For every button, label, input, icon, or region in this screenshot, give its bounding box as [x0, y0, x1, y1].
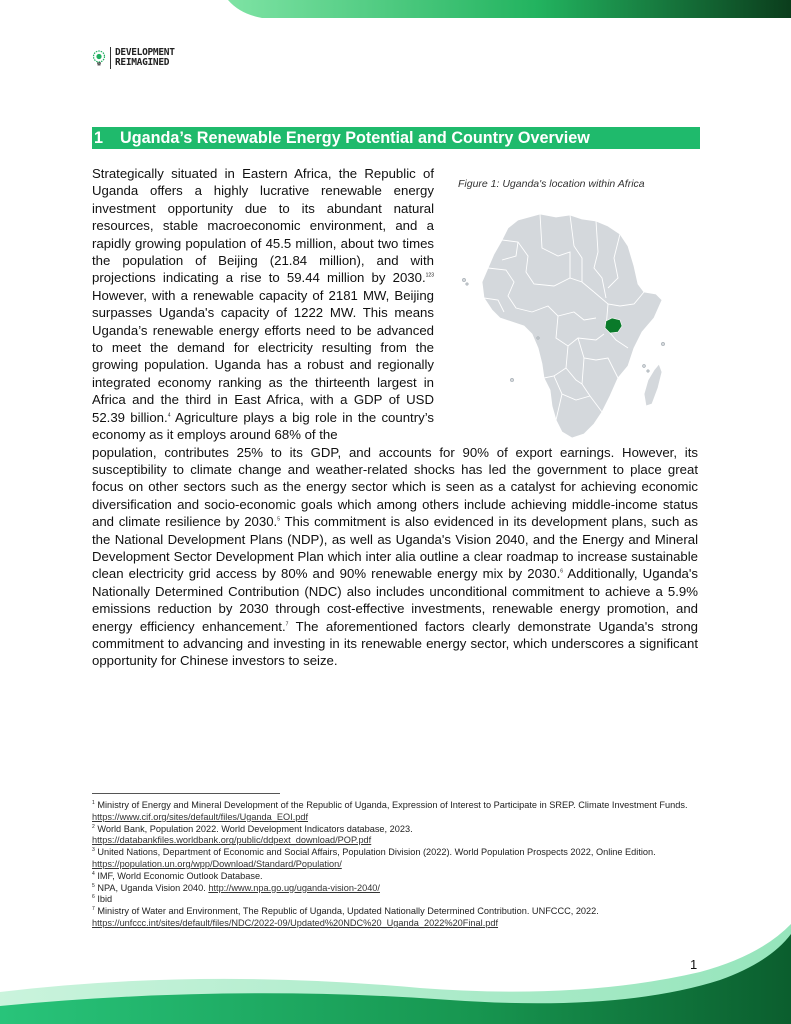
footnote-link[interactable]: https://population.un.org/wpp/Download/Standard/Population/: [92, 858, 342, 869]
island-marker: [661, 342, 664, 345]
footnote-ref: 5: [277, 516, 280, 523]
footer-decoration: [0, 884, 791, 1024]
footnote-item: $^7$ Ministry of Water and Environment, The Republic of Uganda, Updated Nationally Determined Contribution. UNFCCC, 2022. https://unfccc.int/sites/default/files/NDC/2022-09/Updated%20NDC%20_Uganda_2022%20Final.pdf: [92, 906, 599, 928]
section-title: Uganda’s Renewable Energy Potential and Country Overview: [120, 129, 590, 147]
footnote-ref: 6: [560, 569, 564, 576]
footnote-item: $^2$ World Bank, Population 2022. World Development Indicators database, 2023. https://databankfiles.worldbank.org/public/ddpext_download/POP.pdf: [92, 823, 413, 846]
island-marker: [537, 337, 539, 339]
island-marker: [462, 278, 465, 281]
island-marker: [510, 378, 513, 381]
footnote-divider: [92, 793, 280, 794]
footnote-link[interactable]: https://databankfiles.worldbank.org/public/ddpext_download/POP.pdf: [92, 835, 372, 846]
footnote-link[interactable]: https://www.cif.org/sites/default/files/Uganda_EOI.pdf: [92, 811, 309, 822]
logo-wordmark: DEVELOPMENT REIMAGINED: [115, 47, 175, 68]
footnote-item: $^1$ Ministry of Energy and Mineral Development of the Republic of Uganda, Expression of Interest to Participate in SREP. Climate Investment Funds. https://www.cif.org/sites/default/files/Uganda_EOI.pdf: [92, 799, 688, 822]
africa-map: [458, 208, 666, 440]
page-number: 1: [690, 957, 698, 972]
globe-bulb-icon: [92, 50, 106, 66]
body-paragraph-continued: population, contributes 25% to its GDP, and accounts for 90% of export earnings. However, its susceptibility to climate change and weather-related shocks has led the government to place great focus on other sectors such as the energy sector which is seen as a catalyst for achieving economic diversification and socio-economic goals which among others include achieving middle-income status and climate resilience by 2030.$^5$ This commitment is also evidenced in its development plans, such as the National Development Plans (NDP), as well as Uganda's Vision 2040, and the Energy and Mineral Development Sector Development Plan which inter alia outline a clear roadmap to increase sustainable clean electricity grid access by 80% and 90% renewable energy mix by 2030.$^6$ Additionally, Uganda's Nationally Determined Contribution (NDC) also includes unconditional commitment to achieve a 5.9% emissions reduction by 2030 through cost-effective investments, renewable energy promotion, and energy efficiency enhancement.$^7$ The aforementioned factors clearly demonstrate Uganda's strong commitment to advancing and investing in its renewable energy sector, which underscores a significant opportunity for Chinese investors to seize.: [92, 444, 698, 669]
body-paragraph-intro: Strategically situated in Eastern Africa, the Republic of Uganda offers a highly lucrative renewable energy investment opportunity due to its abundant natural resources, stable macroeconomic environment, and a rapidly growing population of 45.5 million, about two times the population of Beijing (21.84 million), and with projections indicating a rise to 59.44 million by 2030.$^{123}$ However, with a renewable capacity of 2181 MW, Beijing surpasses Uganda's capacity of 1222 MW. This means Uganda’s renewable energy efforts need to be advanced to meet the demand for electricity resulting from the growing population. Uganda has a robust and regionally integrated economy ranking as the thirteenth largest in Africa and the third in East Africa, with a GDP of USD 52.39 billion.$^4$ Agriculture plays a big role in the country’s economy as it employs around 68% of the: [92, 166, 434, 443]
footnote-ref: 4: [167, 412, 171, 419]
footnote-item: $^5$ NPA, Uganda Vision 2040. http://www.npa.go.ug/uganda-vision-2040/: [92, 882, 380, 893]
island-marker: [643, 365, 646, 368]
island-marker: [647, 370, 649, 372]
footnote-ref: 123: [425, 273, 434, 280]
figure-caption: Figure 1: Uganda's location within Africa: [458, 178, 645, 190]
logo-divider: [110, 47, 111, 69]
header-decoration: [0, 0, 791, 18]
section-heading: [92, 127, 700, 149]
footnote-ref: 7: [285, 621, 289, 628]
logo: [92, 47, 175, 69]
footnote-item: $^6$ Ibid: [92, 894, 113, 905]
section-number: 1: [94, 129, 104, 147]
footnote-item: $^4$ IMF, World Economic Outlook Database.: [92, 870, 263, 881]
island-marker: [466, 283, 468, 285]
africa-continent-shape: [482, 214, 662, 438]
footnote-link[interactable]: http://www.npa.go.ug/uganda-vision-2040/: [208, 882, 380, 893]
footnote-item: $^3$ United Nations, Department of Economic and Social Affairs, Population Division (2022). World Population Prospects 2022, Online Edition. https://population.un.org/wpp/Download/Standard/Population/: [92, 847, 656, 869]
footnote-link[interactable]: https://unfccc.int/sites/default/files/NDC/2022-09/Updated%20NDC%20_Uganda_2022%20Final.pdf: [92, 917, 499, 928]
